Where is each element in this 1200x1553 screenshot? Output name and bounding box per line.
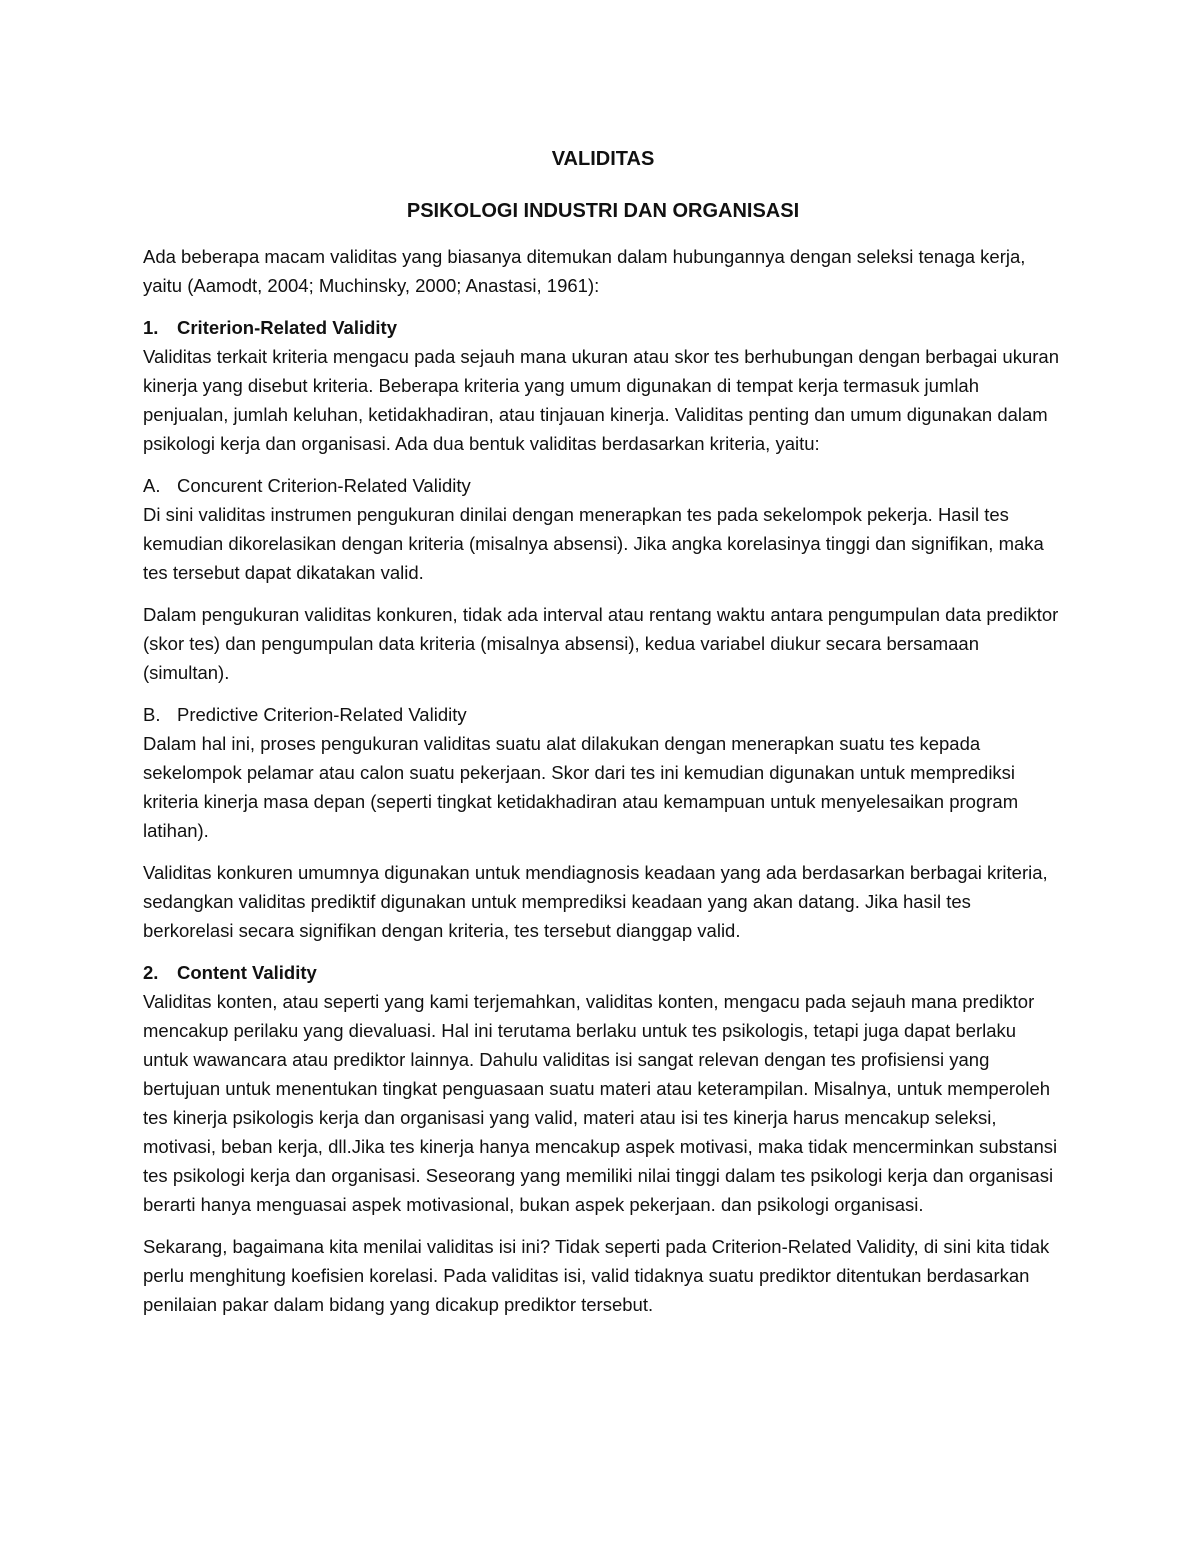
intro-paragraph: Ada beberapa macam validitas yang biasanya ditemukan dalam hubungannya dengan seleksi tenaga kerja, yaitu (Aamodt, 2004; Muchinsky, 2000; Anastasi, 1961): — [143, 246, 1026, 296]
subsection-a-paragraph-2: Dalam pengukuran validitas konkuren, tidak ada interval atau rentang waktu antara pengumpulan data prediktor (skor tes) dan pengumpulan data kriteria (misalnya absensi), kedua variabel diukur secara bersamaan (simultan). — [143, 604, 1059, 683]
section-2-heading — [143, 958, 1063, 987]
page-subtitle: PSIKOLOGI INDUSTRI DAN ORGANISASI — [406, 200, 800, 222]
section-1-number: 1. — [143, 317, 159, 338]
subsection-b-body: Dalam hal ini, proses pengukuran validitas suatu alat dilakukan dengan menerapkan suatu tes kepada sekelompok pelamar atau calon suatu pekerjaan. Skor dari tes ini kemudian digunakan untuk memprediksi kriteria kinerja masa depan (seperti tingkat ketidakhadiran atau kemampuan untuk menyelesaikan program latihan). — [143, 733, 1019, 841]
section-1-title: Criterion-Related Validity — [177, 317, 397, 338]
subsection-a-letter: A. — [143, 475, 161, 496]
subsection-b-title: Predictive Criterion-Related Validity — [177, 704, 467, 725]
section-2-title: Content Validity — [177, 962, 317, 983]
section-1-body: Validitas terkait kriteria mengacu pada sejauh mana ukuran atau skor tes berhubungan dengan berbagai ukuran kinerja yang disebut kriteria. Beberapa kriteria yang umum digunakan di tempat kerja termasuk jumlah penjualan, jumlah keluhan, ketidakhadiran, atau tinjauan kinerja. Validitas penting dan umum digunakan dalam psikologi kerja dan organisasi. Ada dua bentuk validitas berdasarkan kriteria, yaitu: — [143, 346, 1060, 454]
subsection-b-letter: B. — [143, 704, 161, 725]
page-title: VALIDITAS — [551, 148, 655, 170]
subsection-a-heading — [143, 471, 1063, 500]
subsection-b-heading — [143, 700, 1063, 729]
section-2-body: Validitas konten, atau seperti yang kami terjemahkan, validitas konten, mengacu pada sejauh mana prediktor mencakup perilaku yang dievaluasi. Hal ini terutama berlaku untuk tes psikologis, tetapi juga dapat berlaku untuk wawancara atau prediktor lainnya. Dahulu validitas isi sangat relevan dengan tes profisiensi yang bertujuan untuk menentukan tingkat penguasaan suatu materi atau keterampilan. Misalnya, untuk memperoleh tes kinerja psikologis kerja dan organisasi yang valid, materi atau isi tes kinerja harus mencakup seleksi, motivasi, beban kerja, dll.Jika tes kinerja hanya mencakup aspek motivasi, maka tidak mencerminkan substansi tes psikologi kerja dan organisasi. Seseorang yang memiliki nilai tinggi dalam tes psikologi kerja dan organisasi berarti hanya menguasai aspek motivasional, bukan aspek pekerjaan. dan psikologi organisasi. — [143, 991, 1058, 1215]
document-content — [143, 144, 1063, 1332]
subsection-a-body: Di sini validitas instrumen pengukuran dinilai dengan menerapkan tes pada sekelompok pekerja. Hasil tes kemudian dikorelasikan dengan kriteria (misalnya absensi). Jika angka korelasinya tinggi dan signifikan, maka tes tersebut dapat dikatakan valid. — [143, 504, 1044, 583]
section-2-number: 2. — [143, 962, 159, 983]
section-1-heading — [143, 313, 1063, 342]
subsection-a-title: Concurent Criterion-Related Validity — [177, 475, 471, 496]
section-2-paragraph-2: Sekarang, bagaimana kita menilai validitas isi ini? Tidak seperti pada Criterion-Related Validity, di sini kita tidak perlu menghitung koefisien korelasi. Pada validitas isi, valid tidaknya suatu prediktor ditentukan berdasarkan penilaian pakar dalam bidang yang dicakup prediktor tersebut. — [143, 1236, 1050, 1315]
subsection-b-paragraph-2: Validitas konkuren umumnya digunakan untuk mendiagnosis keadaan yang ada berdasarkan berbagai kriteria, sedangkan validitas prediktif digunakan untuk memprediksi keadaan yang akan datang. Jika hasil tes berkorelasi secara signifikan dengan kriteria, tes tersebut dianggap valid. — [143, 862, 1048, 941]
